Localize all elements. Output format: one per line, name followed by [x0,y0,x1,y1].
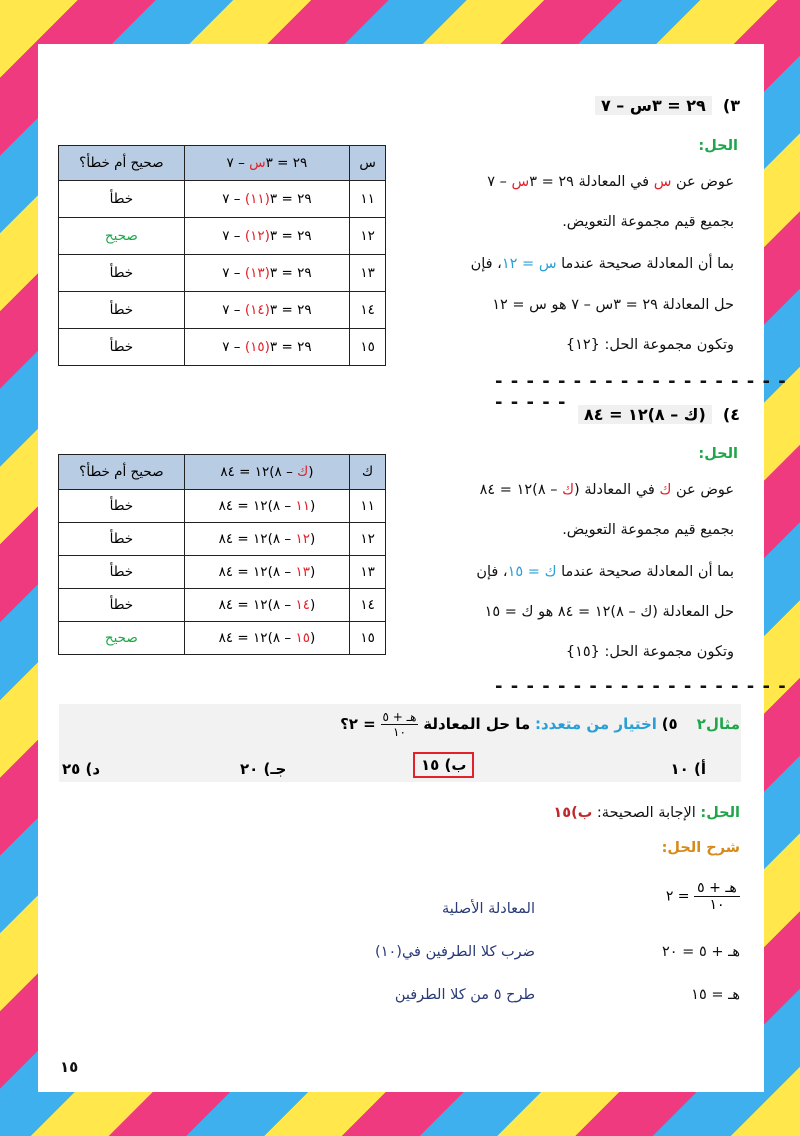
p3-solution-label: الحل: [698,138,738,154]
cell-equation: (١١ – ٨)١٢ = ٨٤ [184,490,349,523]
example-label: مثال٢ [696,715,740,733]
cell-value: ١٣ [350,255,386,292]
cell-result: خطأ [59,523,185,556]
cell-result: خطأ [59,255,185,292]
step-2-math: هـ + ٥ = ٢٠ [661,944,740,960]
p4-line-1: عوض عن ك في المعادلة (ك – ٨)١٢ = ٨٤ [479,482,734,498]
cell-equation: (١٢ – ٨)١٢ = ٨٤ [184,523,349,556]
cell-value: ١٢ [350,218,386,255]
table-header-row [59,455,386,490]
cell-result: خطأ [59,556,185,589]
cell-result: صحيح [59,218,185,255]
p5-question: مثال٢ ٥) اختيار من متعدد: ما حل المعادلة $\frac{\text{هـ + ٥}}{١٠}$ = ٢؟ [340,710,740,739]
table-row [59,292,386,329]
cell-equation: ٢٩ = ٣(١٥) – ٧ [184,329,349,366]
table-row [59,589,386,622]
option-d: د) ٢٥ [62,760,101,778]
p5-explain-label: شرح الحل: [661,840,740,856]
cell-value: ١١ [350,181,386,218]
cell-equation: (١٣ – ٨)١٢ = ٨٤ [184,556,349,589]
header-equation: (ك – ٨)١٢ = ٨٤ [184,455,349,490]
step-1-desc: المعادلة الأصلية [441,901,535,917]
header-equation: ٢٩ = ٣س – ٧ [184,146,349,181]
header-variable: س [350,146,386,181]
cell-value: ١١ [350,490,386,523]
cell-value: ١٥ [350,329,386,366]
table-row [59,218,386,255]
p3-line-2: بجميع قيم مجموعة التعويض. [562,214,734,230]
question-type: اختيار من متعدد: [534,715,657,733]
option-c: جـ) ٢٠ [240,760,287,778]
table-row [59,490,386,523]
cell-value: ١٢ [350,523,386,556]
problem-4-title: ٤) (ك – ٨)١٢ = ٨٤ [578,405,740,424]
p4-substitution-table [58,454,386,655]
cell-equation: (١٤ – ٨)١٢ = ٨٤ [184,589,349,622]
cell-result: خطأ [59,589,185,622]
cell-result: خطأ [59,292,185,329]
option-a: أ) ١٠ [670,760,706,778]
table-row [59,523,386,556]
header-result: صحيح أم خطأ؟ [59,146,185,181]
table-row [59,329,386,366]
question-fraction: $\frac{\text{هـ + ٥}}{١٠}$ [382,710,417,739]
step-2-desc: ضرب كلا الطرفين في(١٠) [375,944,535,960]
cell-value: ١٤ [350,292,386,329]
p3-line-4: حل المعادلة ٢٩ = ٣س – ٧ هو س = ١٢ [492,297,734,313]
cell-result: خطأ [59,490,185,523]
p4-solution-label: الحل: [698,446,738,462]
p4-line-5: وتكون مجموعة الحل: {١٥} [565,644,734,660]
option-b-correct: ب) ١٥ [413,752,474,778]
cell-equation: ٢٩ = ٣(١٢) – ٧ [184,218,349,255]
table-row [59,181,386,218]
p3-line-5: وتكون مجموعة الحل: {١٢} [565,337,734,353]
table-row [59,255,386,292]
cell-result: خطأ [59,181,185,218]
table-row [59,556,386,589]
p3-line-1: عوض عن س في المعادلة ٢٩ = ٣س – ٧ [487,174,734,190]
step-1-math: $\frac{\text{هـ + ٥}}{١٠}$ = ٢ [666,880,740,913]
header-variable: ك [350,455,386,490]
table-header-row [59,146,386,181]
problem-3-title: ٣) ٢٩ = ٣س – ٧ [595,96,740,115]
p3-line-3: بما أن المعادلة صحيحة عندما س = ١٢، فإن [470,256,734,272]
cell-result: صحيح [59,622,185,655]
cell-equation: (١٥ – ٨)١٢ = ٨٤ [184,622,349,655]
p3-substitution-table [58,145,386,366]
cell-result: خطأ [59,329,185,366]
cell-value: ١٤ [350,589,386,622]
header-result: صحيح أم خطأ؟ [59,455,185,490]
p4-line-3: بما أن المعادلة صحيحة عندما ك = ١٥، فإن [476,564,734,580]
table-row [59,622,386,655]
separator-1: - - - - - - - - - - - - - - - - - - - - - - - - [495,371,787,413]
cell-value: ١٣ [350,556,386,589]
p5-answer-line: الحل: الإجابة الصحيحة: ب)١٥ [553,805,740,821]
p4-line-2: بجميع قيم مجموعة التعويض. [562,522,734,538]
cell-equation: ٢٩ = ٣(١٤) – ٧ [184,292,349,329]
cell-equation: ٢٩ = ٣(١٣) – ٧ [184,255,349,292]
p4-line-4: حل المعادلة (ك – ٨)١٢ = ٨٤ هو ك = ١٥ [484,604,734,620]
cell-equation: ٢٩ = ٣(١١) – ٧ [184,181,349,218]
separator-2: - - - - - - - - - - - - - - - - - - - [495,676,787,697]
cell-value: ١٥ [350,622,386,655]
step-1-fraction: $\frac{\text{هـ + ٥}}{١٠}$ [694,880,740,913]
step-3-math: هـ = ١٥ [691,987,740,1003]
page-number: ١٥ [60,1058,79,1076]
step-3-desc: طرح ٥ من كلا الطرفين [394,987,535,1003]
